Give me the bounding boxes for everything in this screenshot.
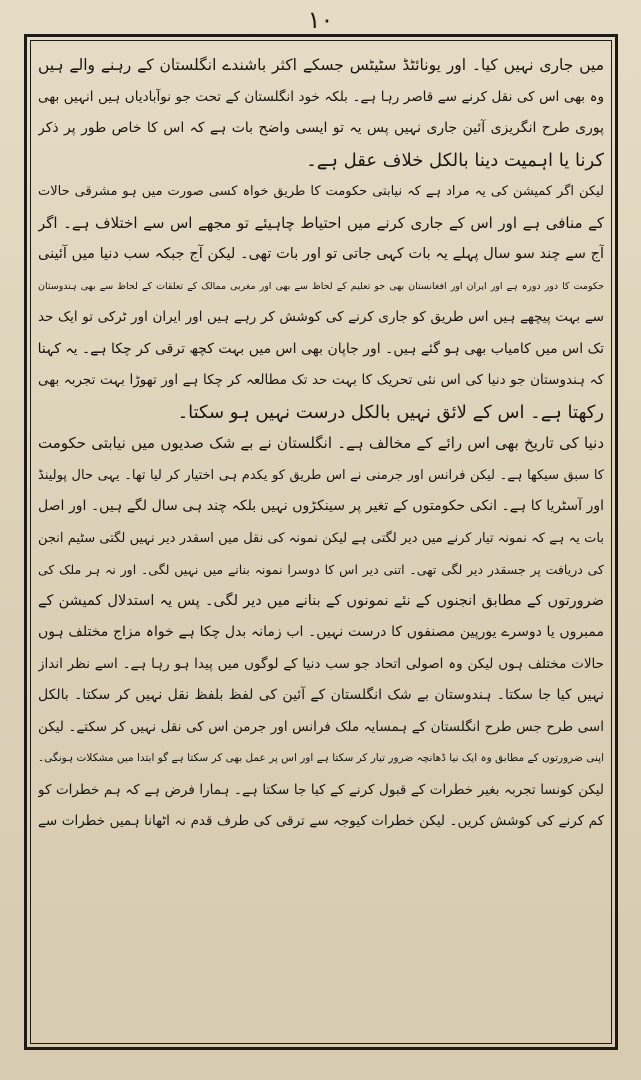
text-line: کرنا یا اہمیت دینا بالکل خلاف عقل ہے۔ [306, 149, 604, 171]
text-line: کم کرنے کی کوشش کریں۔ لیکن خطرات کیوجہ سے ترقی کی طرف قدم نہ اٹھانا ہمیں خطرات سے [38, 813, 604, 829]
text-line: ضرورتوں کے مطابق انجنوں کے نئے نمونوں کے بنانے میں دیر لگی۔ پس یہ استدلال کمیشن کے [38, 592, 604, 609]
text-line: کے منافی ہے اور اس کے جاری کرنے میں احتیاط چاہیئے تو مجھے اس سے اختلاف ہے۔ اگر [38, 213, 604, 232]
body-text [38, 50, 604, 838]
text-line: کی دریافت پر جسقدر دیر لگی تھی۔ اتنی دیر اس کا دوسرا نمونہ بنانے میں نہیں لگی۔ اور نہ ہر ملک کی [38, 562, 604, 577]
text-line: پوری طرح انگریزی آئین جاری نہیں پس یہ تو ایسی واضح بات ہے کہ اس کا خاص طور پر ذکر [38, 120, 604, 136]
text-line: نہیں کیا جا سکتا۔ ہندوستان بے شک انگلستان کے آئین کی لفظ بلفظ نقل نہیں کر سکتا۔ بالکل [38, 687, 604, 703]
text-line: میں جاری نہیں کیا۔ اور یونائٹڈ سٹیٹس جسکے اکثر باشندے انگلستان کے رہنے والے ہیں [38, 56, 604, 74]
text-line: رکھتا ہے۔ اس کے لائق نہیں بالکل درست نہیں ہو سکتا۔ [177, 401, 604, 423]
text-line: کا سبق سیکھا ہے۔ لیکن فرانس اور جرمنی نے اس طریق کو یکدم ہی اختیار کر لیا تھا۔ یہی حال پولینڈ [38, 467, 604, 483]
text-line: ممبروں یا دوسرے یورپین مصنفوں کا درست نہیں۔ اب زمانہ بدل چکا ہے خواہ مزاج مختلف ہوں [38, 624, 604, 640]
text-line: حکومت کا دور دورہ ہے اور ایران اور افغانستان بھی جو تعلیم کے لحاظ سے بھی اور مغربی ممالک کے تعلقات کے لحاظ سے بھی ہندوستان [38, 280, 604, 292]
text-line: وہ بھی اس کی نقل کرنے سے قاصر رہا ہے۔ بلکہ خود انگلستان کے تحت جو نوآبادیاں ہیں انہیں بھی [38, 88, 604, 105]
text-line: لیکن کونسا تجربہ بغیر خطرات کے قبول کرنے کے کیا جا سکتا ہے۔ ہمارا فرض ہے کہ ہم خطرات کو [38, 781, 604, 798]
text-line: بات یہ ہے کہ نمونہ تیار کرنے میں دیر لگتی ہے لیکن نمونہ کی نقل میں اسقدر دیر نہیں لگتی سٹیم انجن [38, 530, 604, 546]
page-number: ۱۰ [307, 6, 334, 34]
text-line: دنیا کی تاریخ بھی اس رائے کے مخالف ہے۔ انگلستان نے بے شک صدیوں میں نیابتی حکومت [38, 434, 604, 452]
text-line: اور آسٹریا کا ہے۔ انکی حکومتوں کے تغیر پر سینکڑوں نہیں بلکہ چند ہی سال لگے ہیں۔ اور اصل [38, 498, 604, 514]
text-line: اپنی ضرورتوں کے مطابق وہ ایک نیا ڈھانچہ ضرور تیار کر سکتا ہے اور اس پر عمل بھی کر سکتا ہے گو ابتدا میں مشکلات ہونگی۔ [38, 752, 604, 764]
text-line: آج سے چند سو سال پہلے یہ بات کہی جاتی تو اور بات تھی۔ لیکن آج جبکہ سب دنیا میں آئینی [38, 246, 604, 262]
text-line: اسی طرح جس طرح انگلستان کے ہمسایہ ملک فرانس اور جرمن اس کی نقل نہیں کر سکتے۔ لیکن [38, 718, 604, 735]
text-line: کہ ہندوستان جو دنیا کی اس نئی تحریک کا بہت حد تک مطالعہ کر چکا ہے اور تھوڑا بہت تجربہ بھی [38, 372, 604, 388]
text-line: لیکن اگر کمیشن کی یہ مراد ہے کہ نیابتی حکومت کا طریق خواہ کسی صورت میں ہو مشرقی حالات [38, 184, 604, 199]
text-line: تک اس میں کامیاب بھی ہو گئے ہیں۔ اور جاپان بھی اس میں بہت کچھ ترقی کر چکا ہے۔ یہ کہنا [38, 340, 604, 357]
text-line: حالات مختلف ہوں لیکن وہ اصولی اتحاد جو سب دنیا کے لوگوں میں پیدا ہو رہا ہے۔ اسے نظر انداز [38, 655, 604, 672]
text-line: سے بہت پیچھے ہیں اس طریق کو جاری کرنے کی کوشش کر رہے ہیں اور ایران اور ٹرکی تو ایک حد [38, 309, 604, 325]
